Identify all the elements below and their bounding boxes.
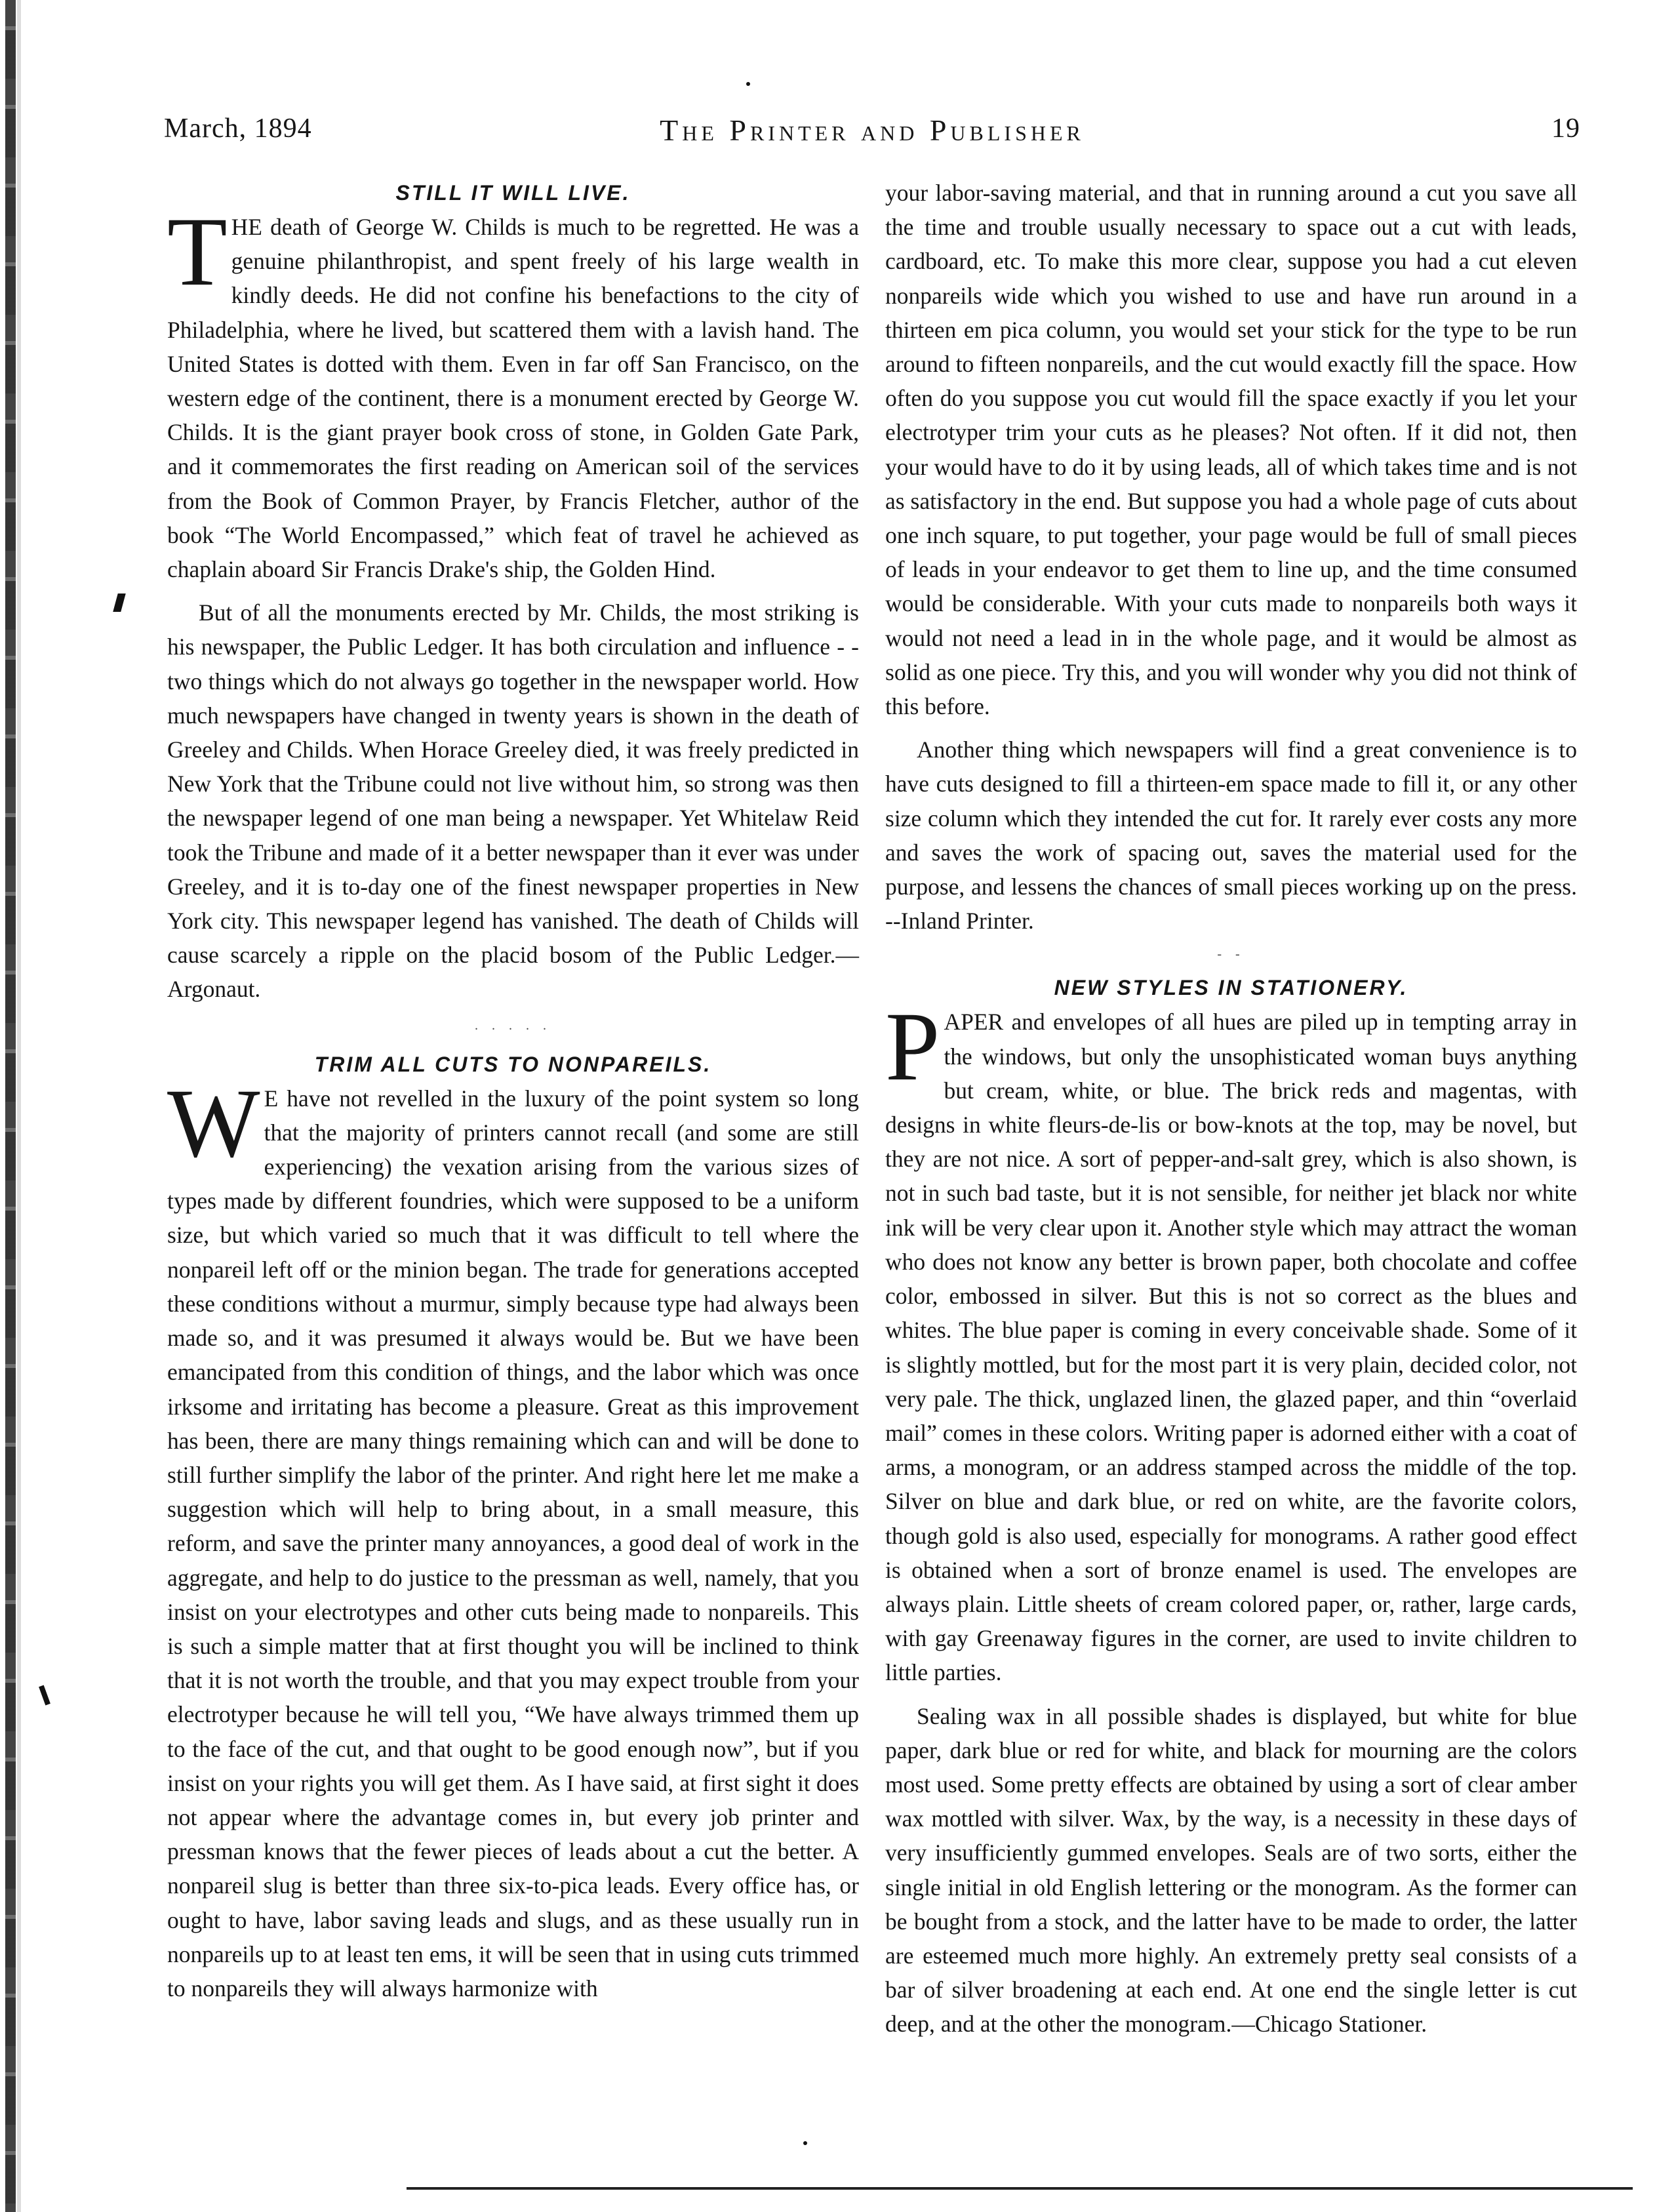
drop-cap: P	[885, 992, 940, 1102]
article-still-it-will-live	[167, 176, 859, 1007]
drop-cap: W	[167, 1068, 260, 1178]
binding-edge	[5, 0, 16, 2212]
article-title: STILL IT WILL LIVE.	[395, 181, 631, 205]
article-paragraph: Sealing wax in all possible shades is displayed, but white for blue paper, dark blue or red for white, and black for mourning are the colors most used. Some pretty effects are obtained by using a sort of clear amber wax mottled with silver. Wax, by the way, is a necessity in these days of very insufficiently gummed envelopes. Seals are of two sorts, either the single initial in old English lettering or the monogram. As the former can be bought from a stock, and the latter have to be made to order, the latter are esteemed much more highly. An extremely pretty seal consists of a bar of silver broadening at each end. At one end the single letter is cut deep, and at the other the monogram.—Chicago Stationer.	[885, 1702, 1577, 2038]
article-paragraph: W E have not revelled in the luxury of the point system so long that the majority of printers cannot recall (and some are still experiencing) the vexation arising from the various sizes of types made by different foundries, which were supposed to be a uniform size, but which varied so much that it was difficult to tell where the nonpareil left off or the minion began. The trade for generations accepted these conditions without a murmur, simply because type had always been made so, and it was presumed it always would be. But we have been emancipated from this condition of things, and the labor which was once irksome and irritating has become a pleasure. Great as this improvement has been, there are many things remaining which can and will be done to still further simplify the labor of the printer. And right here let me make a suggestion which will help to bring about, in a small measure, this reform, and save the printer many annoyances, a good deal of work in the aggregate, and help to do justice to the pressman as well, namely, that you insist on your electrotypes and other cuts being made to nonpareils. This is such a simple matter that at first thought you will be inclined to think that it is not worth the trouble, and that you may expect trouble from your electrotyper because he will tell you, “We have always trimmed them up to the face of the cut, and that ought to be good enough now”, but if you insist on your rights you will get them. As I have said, at first sight it does not appear where the advantage comes in, but every job printer and pressman knows that the fewer pieces of leads about a cut the better. A nonpareil slug is better than three six-to-pica leads. Every office has, or ought to have, labor saving leads and slugs, and as these usually run in nonpareils up to at least ten ems, it will be seen that in using cuts trimmed to nonpareils they will always harmonize with	[167, 1068, 859, 2001]
article-new-styles-in-stationery	[885, 971, 1577, 2041]
publication-title: The Printer and Publisher	[660, 113, 1085, 147]
article-trim-all-cuts	[167, 1047, 859, 2005]
right-column	[885, 176, 1577, 2041]
print-mark	[803, 2141, 807, 2145]
issue-date: March, 1894	[164, 113, 312, 144]
print-mark	[746, 82, 750, 86]
article-paragraph: THE death of George W. Childs is much to be regretted. He was a genuine philanthropist, and spent freely of his large wealth in kindly deeds. He did not confine his benefactions to the city of Philadelphia, where he lived, but scattered them with a lavish hand. The United States is dotted with them. Even in far off San Francisco, on the western edge of the continent, there is a monument erected by George W. Childs. It is the giant prayer book cross of stone, in Golden Gate Park, and it commemorates the first reading on American soil of the services from the Book of Common Prayer, by Francis Fletcher, author of the book “The World Encompassed,” which feat of travel he achieved as chaplain aboard Sir Francis Drake's ship, the Golden Hind.	[167, 197, 859, 583]
article-paragraph: PAPER and envelopes of all hues are piled up in tempting array in the windows, but only the unsophisticated woman buys anything but cream, white, or blue. The brick reds and magentas, with designs in white fleurs-de-lis or bow-knots at the top, may be novel, but they are not nice. A sort of pepper-and-salt grey, which is also shown, is not in such bad taste, but it is not sensible, for neither jet black nor white ink will be very clear upon it. Another style which may attract the woman who does not know any better is brown paper, both chocolate and coffee color, embossed in silver. But this is not so correct as the blues and whites. The blue paper is coming in every conceivable shade. Some of it is slightly mottled, but for the most part it is very plain, decided color, not very pale. The thick, unglazed linen, the glazed paper, and thin “overlaid mail” comes in these colors. Writing paper is adorned either with a coat of arms, a monogram, or an address stamped across the middle of the top. Silver on blue and dark blue, or red on white, are the favorite colors, though gold is also used, especially for monograms. A rather good effect is obtained when a sort of bronze enamel is used. The envelopes are always plain. Little sheets of cream colored paper, or, rather, large cards, with gay Greenaway figures in the corner, are used to invite children to little parties.	[885, 992, 1577, 1686]
section-ornament: - -	[1217, 947, 1245, 962]
article-title: TRIM ALL CUTS TO NONPAREILS.	[314, 1052, 712, 1076]
print-mark	[113, 593, 126, 612]
article-paragraph: your labor-saving material, and that in running around a cut you save all the time and trouble usually necessary to space out a cut with leads, cardboard, etc. To make this more clear, suppose you had a cut eleven nonpareils wide which you wished to use and have run around in a thirteen em pica column, you would set your stick for the type to be run around to fifteen nonpareils, and the cut would exactly fill the space. How often do you suppose you cut would fill the space exactly if you let your electrotyper trim your cuts as he pleases? Not often. If it did not, then your would have to do it by using leads, all of which takes time and is not as satisfactory in the end. But suppose you had a whole page of cuts about one inch square, to put together, your page would be full of small pieces of leads in your endeavor to get them to line up, and the time consumed would be considerable. With your cuts made to nonpareils both ways it would not need a lead in in the whole page, and it would be almost as solid as one piece. Try this, and you will wonder why you did not think of this before.	[885, 180, 1577, 720]
article-title: NEW STYLES IN STATIONERY.	[1054, 976, 1408, 1000]
article-paragraph: But of all the monuments erected by Mr. Childs, the most striking is his newspaper, the Public Ledger. It has both circulation and influence - -two things which do not always go together in the newspaper world. How much newspapers have changed in twenty years is shown in the death of Greeley and Childs. When Horace Greeley died, it was freely predicted in New York that the Tribune could not live without him, so strong was then the newspaper legend of one man being a newspaper. Yet Whitelaw Reid took the Tribune and made of it a better newspaper than it ever was under Greeley, and it is to-day one of the finest newspaper properties in New York city. This newspaper legend has vanished. The death of Childs will cause scarcely a ripple on the placid bosom of the Public Ledger.—Argonaut.	[167, 599, 859, 1003]
article-paragraph: Another thing which newspapers will find a great convenience is to have cuts designed to fill a thirteen-em space made to fill it, or any other size column which they intended the cut for. It rarely ever costs any more and saves the work of spacing out, saves the material used for the purpose, and lessens the chances of small pieces working up on the press. --Inland Printer.	[885, 736, 1577, 935]
drop-cap: T	[167, 197, 228, 306]
page-header	[164, 113, 1580, 152]
article-trim-all-cuts-continued	[885, 176, 1577, 938]
section-ornament: . . . . .	[475, 1018, 551, 1033]
footer-rule	[407, 2187, 1633, 2190]
left-column	[167, 176, 859, 2005]
print-mark	[39, 1685, 50, 1706]
binding-shadow	[17, 0, 21, 2212]
page-number: 19	[1551, 113, 1580, 144]
